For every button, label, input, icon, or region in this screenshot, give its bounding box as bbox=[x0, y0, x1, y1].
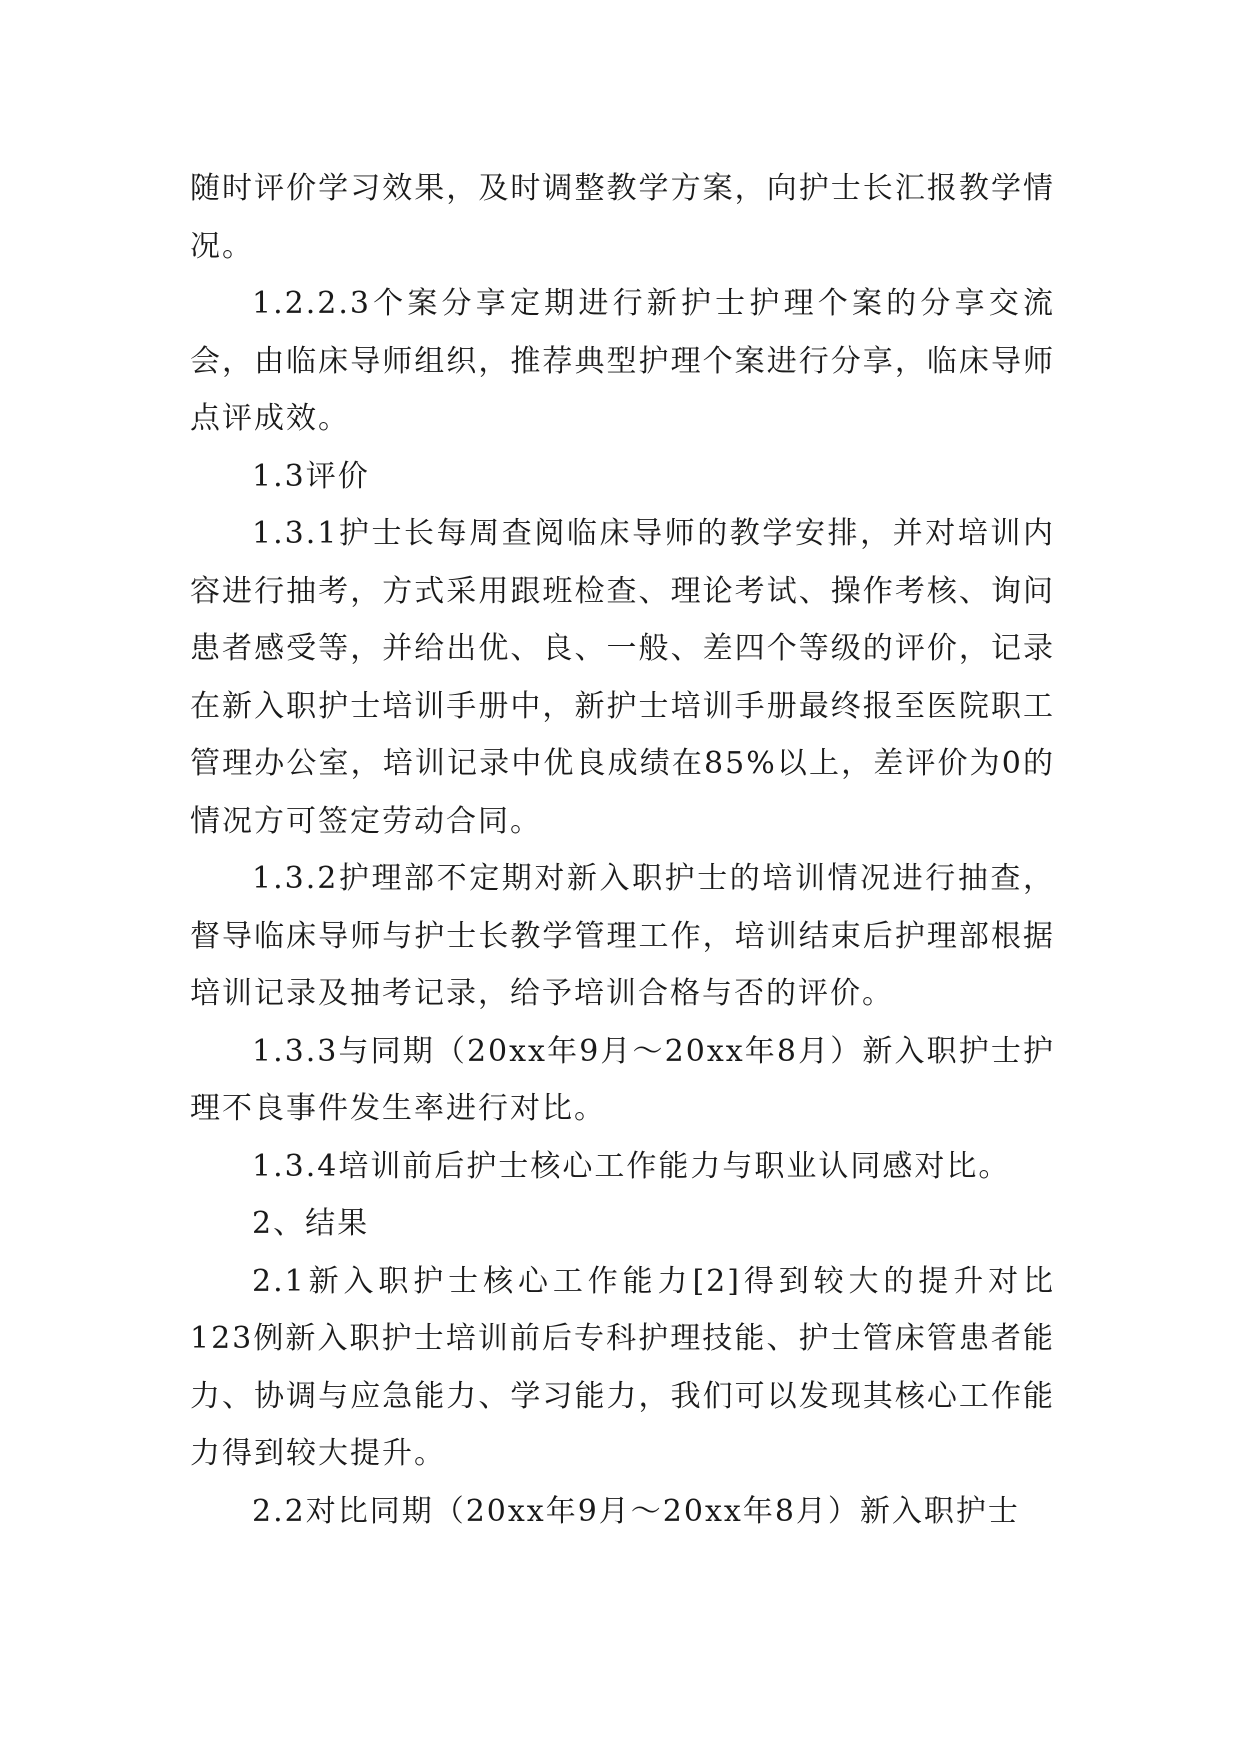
heading-1-3: 1.3评价 bbox=[252, 458, 370, 494]
paragraph-1-3-3: 1.3.3与同期（20xx年9月～20xx年8月）新入职护士护理不良事件发生率进行对比。 bbox=[190, 1033, 1055, 1126]
paragraph-2-2: 2.2对比同期（20xx年9月～20xx年8月）新入职护士 bbox=[252, 1493, 1020, 1529]
paragraph-1-3-1: 1.3.1护士长每周查阅临床导师的教学安排，并对培训内容进行抽考，方式采用跟班检查、理论考试、操作考核、询问患者感受等，并给出优、良、一般、差四个等级的评价，记录在新入职护士培训手册中，新护士培训手册最终报至医院职工管理办公室，培训记录中优良成绩在85%以上，差评价为0的情况方可签定劳动合同。 bbox=[190, 516, 1055, 839]
paragraph-1-3-4: 1.3.4培训前后护士核心工作能力与职业认同感对比。 bbox=[252, 1148, 1011, 1184]
paragraph-evaluation-continued: 随时评价学习效果，及时调整教学方案，向护士长汇报教学情况。 bbox=[190, 171, 1055, 264]
heading-2-results: 2、结果 bbox=[252, 1206, 370, 1241]
paragraph-1-2-2-3: 1.2.2.3个案分享定期进行新护士护理个案的分享交流会，由临床导师组织，推荐典型护理个案进行分享，临床导师点评成效。 bbox=[190, 286, 1055, 436]
paragraph-1-3-2: 1.3.2护理部不定期对新入职护士的培训情况进行抽查，督导临床导师与护士长教学管理工作，培训结束后护理部根据培训记录及抽考记录，给予培训合格与否的评价。 bbox=[190, 861, 1055, 1011]
paragraph-2-1: 2.1新入职护士核心工作能力[2]得到较大的提升对比123例新入职护士培训前后专科护理技能、护士管床管患者能力、协调与应急能力、学习能力，我们可以发现其核心工作能力得到较大提升。 bbox=[190, 1263, 1055, 1471]
document-body bbox=[190, 160, 1055, 1540]
